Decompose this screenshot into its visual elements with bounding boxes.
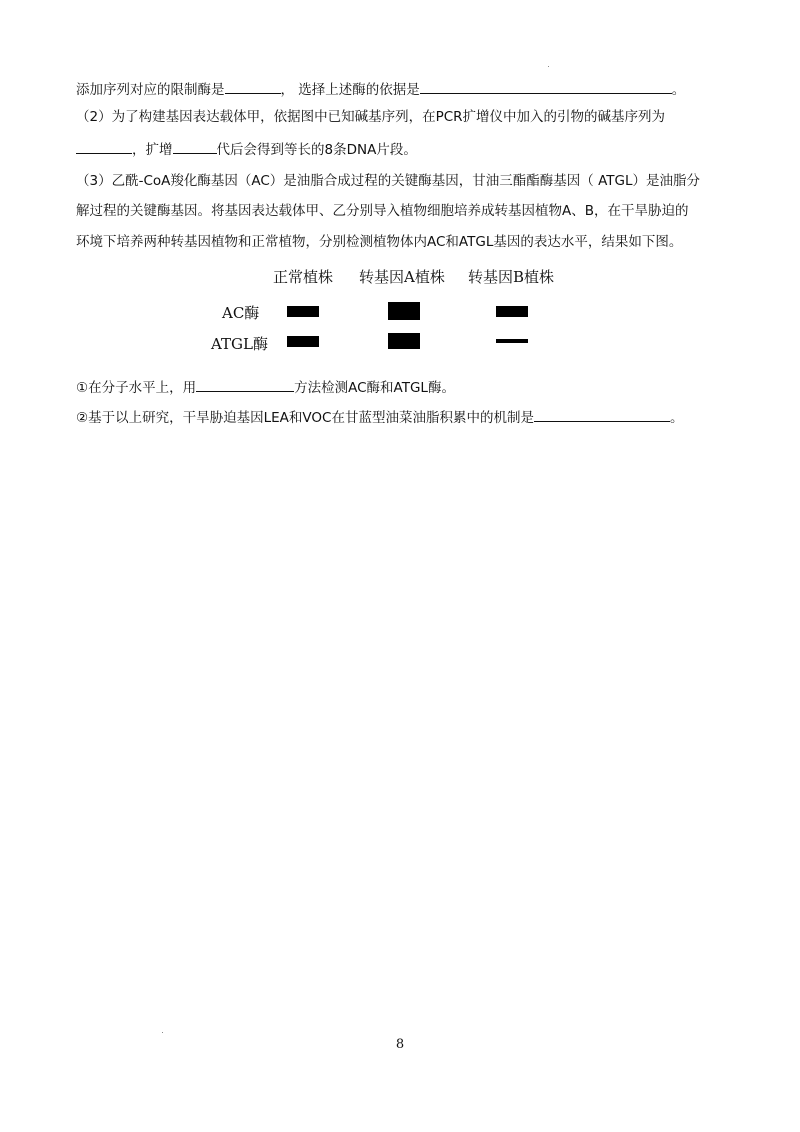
part2-line-1: （2）为了构建基因表达载体甲，依据图中已知碱基序列，在PCR扩增仪中加入的引物的碱基序列为 (76, 109, 666, 125)
text-method: ①在分子水平上，用 (76, 380, 197, 396)
part3-line-3: 环境下培养两种转基因植物和正常植物，分别检测植物体内AC和ATGL基因的表达水平，结果如下图。 (76, 234, 683, 250)
text-amplify: ，扩增 (132, 142, 173, 158)
sub1-line (76, 377, 455, 398)
period: 。 (669, 410, 684, 426)
gel-band (287, 306, 319, 317)
scan-speck (162, 1032, 163, 1033)
sub2-line (76, 407, 683, 428)
answer-blank[interactable] (173, 139, 217, 154)
text-mechanism: ②基于以上研究，干旱胁迫基因LEA和VOC在甘蓝型油菜油脂积累中的机制是 (76, 410, 534, 426)
text-restriction-enzyme: 添加序列对应的限制酶是 (76, 82, 225, 98)
part2-line-2 (76, 139, 417, 160)
answer-blank[interactable] (196, 377, 294, 392)
answer-blank[interactable] (420, 79, 672, 94)
gel-band (287, 336, 319, 347)
page-number: 8 (395, 1037, 405, 1052)
row-label: AC酶 (222, 304, 260, 322)
gel-band (388, 302, 420, 320)
part3-line-1: （3）乙酰-CoA羧化酶基因（AC）是油脂合成过程的关键酶基因，甘油三酯酯酶基因（ ATGL）是油脂分 (76, 173, 701, 189)
answer-blank[interactable] (534, 407, 670, 422)
gel-band (388, 333, 420, 348)
answer-blank[interactable] (225, 79, 281, 94)
text-detect: 方法检测AC酶和ATGL酶。 (294, 380, 455, 396)
part3-line-2: 解过程的关键酶基因。将基因表达载体甲、乙分别导入植物细胞培养成转基因植物A、B，在干旱胁迫的 (76, 203, 689, 219)
gel-band (496, 306, 528, 317)
text-basis: ， 选择上述酶的依据是 (280, 82, 420, 98)
scan-speck (548, 66, 549, 67)
text-cycles: 代后会得到等长的8条DNA片段。 (216, 142, 417, 158)
gel-band (496, 339, 528, 344)
answer-blank[interactable] (76, 139, 132, 154)
column-label: 转基因A植株 (359, 268, 445, 286)
column-label: 转基因B植株 (468, 268, 555, 286)
row-label: ATGL酶 (211, 335, 268, 353)
question-line-1 (76, 79, 685, 100)
column-label: 正常植株 (273, 268, 334, 286)
period: 。 (671, 82, 686, 98)
